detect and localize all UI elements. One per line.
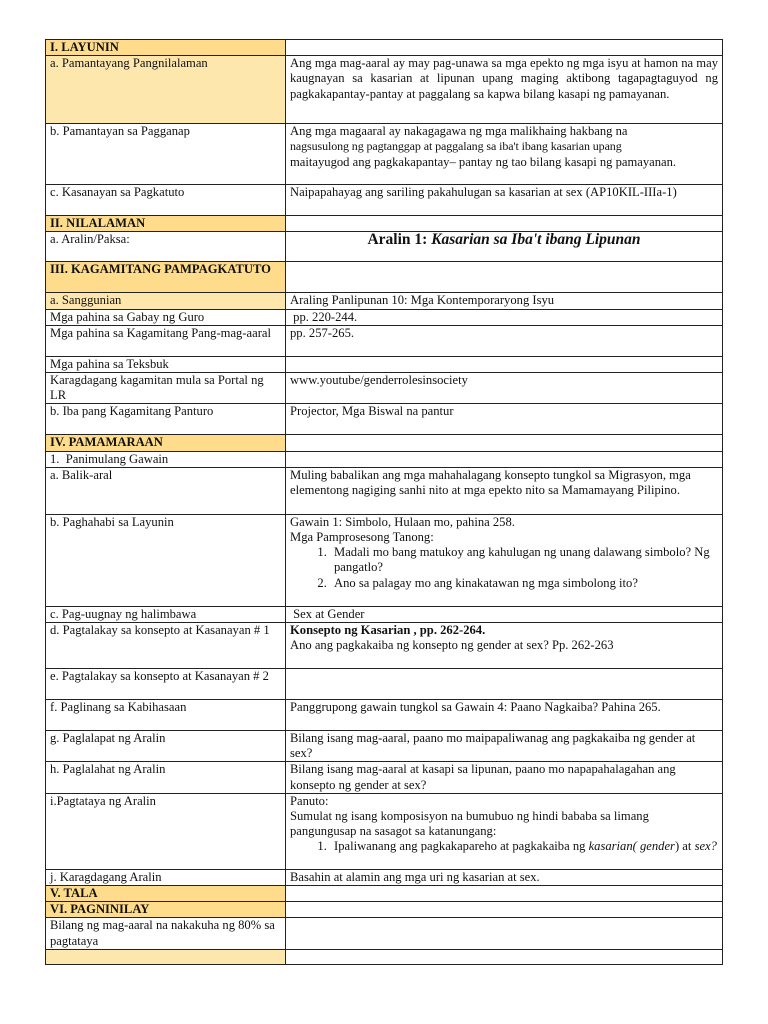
pamantayang-pangnilalaman-label: a. Pamantayang Pangnilalaman (46, 56, 286, 124)
section-layunin-empty (286, 40, 723, 56)
iba-pang-kagamitan-value: Projector, Mga Biswal na pantur (286, 404, 723, 435)
kagamitang-value: pp. 257-265. (286, 325, 723, 356)
paglalahat-value: Bilang isang mag-aaral at kasapi sa lipunan, paano mo napapahalagahan ang konsepto ng gender at sex? (286, 762, 723, 793)
section-kagamitan-empty (286, 262, 723, 293)
section-pagninilay: VI. PAGNINILAY (46, 902, 286, 918)
panimulang-gawain-empty (286, 451, 723, 467)
pagtataya-value: Panuto: Sumulat ng isang komposisyon na bumubuo ng hindi bababa sa limang pangungusap na sasagot sa katanungang: 1. Ipaliwanang ang pagkakapareho at pagkakaiba ng kasarian( gender) at sex? (286, 793, 723, 869)
pagtataya-question-1: 1. Ipaliwanang ang pagkakapareho at pagkakaiba ng kasarian( gender) at sex? (330, 839, 718, 854)
pag-uugnay-value: Sex at Gender (286, 606, 723, 622)
aralin-title: Aralin 1: Kasarian sa Iba't ibang Lipunan (286, 232, 723, 262)
pagtalakay-2-value (286, 669, 723, 700)
teksbuk-value (286, 356, 723, 372)
karagdagang-aralin-value: Basahin at alamin ang mga uri ng kasarian at sex. (286, 869, 723, 885)
paglinang-label: f. Paglinang sa Kabihasaan (46, 700, 286, 731)
portal-lr-label: Karagdagang kagamitan mula sa Portal ng LR (46, 373, 286, 404)
kasanayan-value: Naipapahayag ang sariling pakahulugan sa kasarian at sex (AP10KIL-IIIa-1) (286, 185, 723, 216)
section-nilalaman-empty (286, 216, 723, 232)
section-tala: V. TALA (46, 886, 286, 902)
bilang-80-label: Bilang ng mag-aaral na nakakuha ng 80% sa pagtataya (46, 918, 286, 949)
pamantayang-pangnilalaman-value: Ang mga mag-aaral ay may pag-unawa sa mga epekto ng mga isyu at hamon na may kaugnayan sa kasarian at lipunan upang maging aktibong tagapagtaguyod ng pagkakapantay-pantay at paggalang sa kapwa bilang kasapi ng pamayanan. (286, 56, 723, 124)
iba-pang-kagamitan-label: b. Iba pang Kagamitang Panturo (46, 404, 286, 435)
pagtalakay-2-label: e. Pagtalakay sa konsepto at Kasanayan # 2 (46, 669, 286, 700)
section-pamamaraan: IV. PAMAMARAAN (46, 435, 286, 451)
section-nilalaman: II. NILALAMAN (46, 216, 286, 232)
balik-aral-label: a. Balik-aral (46, 467, 286, 514)
pagtalakay-1-label: d. Pagtalakay sa konsepto at Kasanayan # 1 (46, 623, 286, 669)
teksbuk-label: Mga pahina sa Teksbuk (46, 356, 286, 372)
blank-row-value (286, 949, 723, 964)
section-pamamaraan-empty (286, 435, 723, 451)
paghahabi-question-1: 1. Madali mo bang matukoy ang kahulugan ng unang dalawang simbolo? Ng pangatlo? (330, 545, 718, 575)
aralin-label: a. Aralin/Paksa: (46, 232, 286, 262)
section-kagamitan: III. KAGAMITANG PAMPAGKATUTO (46, 262, 286, 293)
kagamitang-label: Mga pahina sa Kagamitang Pang-mag-aaral (46, 325, 286, 356)
pagtalakay-1-value: Konsepto ng Kasarian , pp. 262-264. Ano ang pagkakaiba ng konsepto ng gender at sex? Pp. 262-263 (286, 623, 723, 669)
gabay-value: pp. 220-244. (286, 309, 723, 325)
pamantayan-sa-pagganap-value: Ang mga magaaral ay nakagagawa ng mga malikhaing hakbang na nagsusulong ng pagtanggap at paggalang sa iba't ibang kasarian upang maitayugod ang pagkakapantay– pantay ng tao bilang kasapi ng pamayanan. (286, 124, 723, 185)
panimulang-gawain-label: 1. Panimulang Gawain (46, 451, 286, 467)
section-pagninilay-empty (286, 902, 723, 918)
sanggunian-label: a. Sanggunian (46, 293, 286, 309)
paglalapat-value: Bilang isang mag-aaral, paano mo maipapaliwanag ang pagkakaiba ng gender at sex? (286, 731, 723, 762)
kasanayan-label: c. Kasanayan sa Pagkatuto (46, 185, 286, 216)
paglalapat-label: g. Paglalapat ng Aralin (46, 731, 286, 762)
gabay-label: Mga pahina sa Gabay ng Guro (46, 309, 286, 325)
pamantayan-sa-pagganap-label: b. Pamantayan sa Pagganap (46, 124, 286, 185)
sanggunian-value: Araling Panlipunan 10: Mga Kontemporaryong Isyu (286, 293, 723, 309)
paghahabi-value: Gawain 1: Simbolo, Hulaan mo, pahina 258. Mga Pamprosesong Tanong: 1. Madali mo bang matukoy ang kahulugan ng unang dalawang simbolo? Ng pangatlo? 2. Ano sa palagay mo ang kinakatawan ng mga simbolong ito? (286, 514, 723, 606)
pag-uugnay-label: c. Pag-uugnay ng halimbawa (46, 606, 286, 622)
section-layunin: I. LAYUNIN (46, 40, 286, 56)
lesson-plan-table (45, 39, 723, 965)
balik-aral-value: Muling babalikan ang mga mahahalagang konsepto tungkol sa Migrasyon, mga elementong nagiging sanhi nito at mga epekto nito sa Mamamayang Pilipino. (286, 467, 723, 514)
portal-lr-value: www.youtube/genderrolesinsociety (286, 373, 723, 404)
section-tala-empty (286, 886, 723, 902)
karagdagang-aralin-label: j. Karagdagang Aralin (46, 869, 286, 885)
pagtataya-label: i.Pagtataya ng Aralin (46, 793, 286, 869)
bilang-80-value (286, 918, 723, 949)
paghahabi-label: b. Paghahabi sa Layunin (46, 514, 286, 606)
paglinang-value: Panggrupong gawain tungkol sa Gawain 4: Paano Nagkaiba? Pahina 265. (286, 700, 723, 731)
paghahabi-question-2: 2. Ano sa palagay mo ang kinakatawan ng mga simbolong ito? (330, 576, 718, 591)
paglalahat-label: h. Paglalahat ng Aralin (46, 762, 286, 793)
blank-row-label (46, 949, 286, 964)
